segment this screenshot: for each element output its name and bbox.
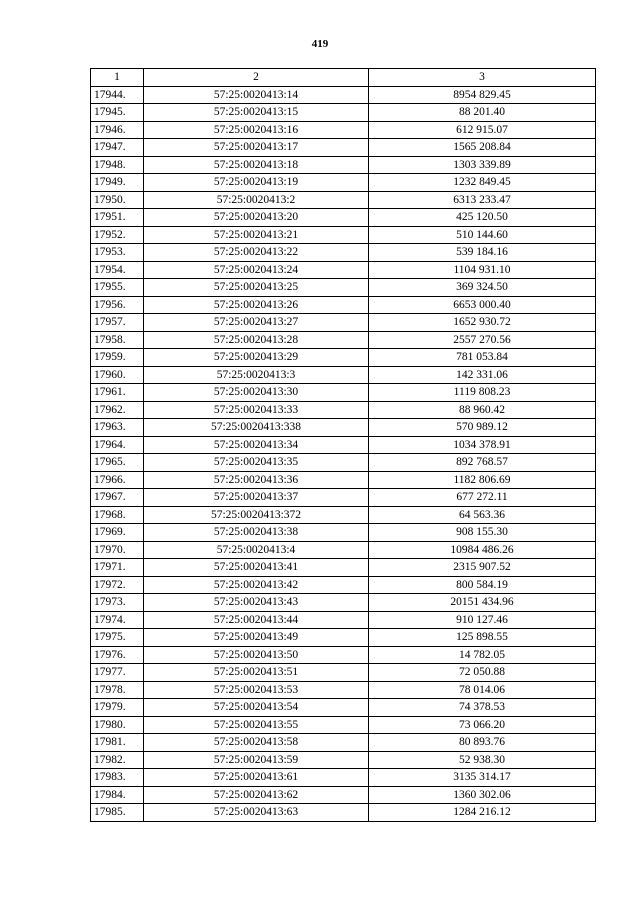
cadastral-number-cell: 57:25:0020413:3 (144, 366, 369, 384)
row-number-cell: 17978. (91, 681, 144, 699)
cadastral-number-cell: 57:25:0020413:16 (144, 121, 369, 139)
cadastral-value-cell: 6313 233.47 (369, 191, 596, 209)
row-number-cell: 17955. (91, 279, 144, 297)
table-row (91, 594, 596, 612)
cadastral-number-cell: 57:25:0020413:18 (144, 156, 369, 174)
cadastral-number-cell: 57:25:0020413:15 (144, 104, 369, 122)
table-row (91, 734, 596, 752)
row-number-cell: 17980. (91, 716, 144, 734)
table-row (91, 86, 596, 104)
table-row (91, 576, 596, 594)
row-number-cell: 17957. (91, 314, 144, 332)
table-row (91, 646, 596, 664)
cadastral-number-cell: 57:25:0020413:21 (144, 226, 369, 244)
row-number-cell: 17961. (91, 384, 144, 402)
column-header-2: 2 (144, 69, 369, 87)
cadastral-number-cell: 57:25:0020413:338 (144, 419, 369, 437)
cadastral-number-cell: 57:25:0020413:41 (144, 559, 369, 577)
table-row (91, 174, 596, 192)
table-row (91, 349, 596, 367)
table-body (91, 69, 596, 822)
row-number-cell: 17945. (91, 104, 144, 122)
table-row (91, 366, 596, 384)
table-row (91, 524, 596, 542)
table-row (91, 454, 596, 472)
table-row (91, 541, 596, 559)
cadastral-number-cell: 57:25:0020413:51 (144, 664, 369, 682)
cadastral-number-cell: 57:25:0020413:22 (144, 244, 369, 262)
cadastral-number-cell: 57:25:0020413:43 (144, 594, 369, 612)
table-row (91, 139, 596, 157)
cadastral-number-cell: 57:25:0020413:2 (144, 191, 369, 209)
cadastral-number-cell: 57:25:0020413:63 (144, 804, 369, 822)
table-row (91, 121, 596, 139)
cadastral-value-cell: 1034 378.91 (369, 436, 596, 454)
table-row (91, 786, 596, 804)
row-number-cell: 17952. (91, 226, 144, 244)
cadastral-value-cell: 88 960.42 (369, 401, 596, 419)
table-row (91, 384, 596, 402)
row-number-cell: 17963. (91, 419, 144, 437)
cadastral-value-cell: 1182 806.69 (369, 471, 596, 489)
cadastral-number-cell: 57:25:0020413:27 (144, 314, 369, 332)
cadastral-number-cell: 57:25:0020413:19 (144, 174, 369, 192)
row-number-cell: 17947. (91, 139, 144, 157)
cadastral-value-cell: 1565 208.84 (369, 139, 596, 157)
cadastral-value-cell: 74 378.53 (369, 699, 596, 717)
row-number-cell: 17953. (91, 244, 144, 262)
cadastral-value-cell: 125 898.55 (369, 629, 596, 647)
cadastral-number-cell: 57:25:0020413:54 (144, 699, 369, 717)
cadastral-value-cell: 2315 907.52 (369, 559, 596, 577)
table-row (91, 436, 596, 454)
cadastral-number-cell: 57:25:0020413:14 (144, 86, 369, 104)
row-number-cell: 17950. (91, 191, 144, 209)
table-row (91, 401, 596, 419)
cadastral-number-cell: 57:25:0020413:28 (144, 331, 369, 349)
table-row (91, 506, 596, 524)
row-number-cell: 17965. (91, 454, 144, 472)
row-number-cell: 17956. (91, 296, 144, 314)
row-number-cell: 17977. (91, 664, 144, 682)
table-row (91, 191, 596, 209)
cadastral-value-cell: 8954 829.45 (369, 86, 596, 104)
cadastral-value-cell: 781 053.84 (369, 349, 596, 367)
row-number-cell: 17974. (91, 611, 144, 629)
table-row (91, 226, 596, 244)
cadastral-value-cell: 800 584.19 (369, 576, 596, 594)
table-header-row (91, 69, 596, 87)
row-number-cell: 17984. (91, 786, 144, 804)
row-number-cell: 17985. (91, 804, 144, 822)
cadastral-number-cell: 57:25:0020413:33 (144, 401, 369, 419)
table-row (91, 156, 596, 174)
table-row (91, 489, 596, 507)
cadastral-value-cell: 1232 849.45 (369, 174, 596, 192)
cadastral-number-cell: 57:25:0020413:50 (144, 646, 369, 664)
table-row (91, 611, 596, 629)
row-number-cell: 17949. (91, 174, 144, 192)
cadastral-number-cell: 57:25:0020413:36 (144, 471, 369, 489)
table-row (91, 751, 596, 769)
cadastral-value-cell: 1303 339.89 (369, 156, 596, 174)
cadastral-value-cell: 910 127.46 (369, 611, 596, 629)
row-number-cell: 17981. (91, 734, 144, 752)
cadastral-value-cell: 612 915.07 (369, 121, 596, 139)
cadastral-number-cell: 57:25:0020413:34 (144, 436, 369, 454)
table-row (91, 419, 596, 437)
cadastral-number-cell: 57:25:0020413:25 (144, 279, 369, 297)
cadastral-value-cell: 80 893.76 (369, 734, 596, 752)
row-number-cell: 17982. (91, 751, 144, 769)
cadastral-value-cell: 570 989.12 (369, 419, 596, 437)
row-number-cell: 17951. (91, 209, 144, 227)
cadastral-number-cell: 57:25:0020413:38 (144, 524, 369, 542)
table-row (91, 716, 596, 734)
cadastral-number-cell: 57:25:0020413:44 (144, 611, 369, 629)
row-number-cell: 17960. (91, 366, 144, 384)
cadastral-number-cell: 57:25:0020413:372 (144, 506, 369, 524)
row-number-cell: 17948. (91, 156, 144, 174)
table-row (91, 681, 596, 699)
cadastral-number-cell: 57:25:0020413:62 (144, 786, 369, 804)
table-row (91, 209, 596, 227)
cadastral-number-cell: 57:25:0020413:49 (144, 629, 369, 647)
table-row (91, 699, 596, 717)
cadastral-value-cell: 20151 434.96 (369, 594, 596, 612)
row-number-cell: 17958. (91, 331, 144, 349)
row-number-cell: 17972. (91, 576, 144, 594)
row-number-cell: 17954. (91, 261, 144, 279)
row-number-cell: 17966. (91, 471, 144, 489)
cadastral-number-cell: 57:25:0020413:17 (144, 139, 369, 157)
table-row (91, 296, 596, 314)
cadastral-number-cell: 57:25:0020413:59 (144, 751, 369, 769)
cadastral-value-cell: 73 066.20 (369, 716, 596, 734)
cadastral-value-cell: 1284 216.12 (369, 804, 596, 822)
row-number-cell: 17971. (91, 559, 144, 577)
cadastral-value-cell: 2557 270.56 (369, 331, 596, 349)
cadastral-value-cell: 72 050.88 (369, 664, 596, 682)
column-header-1: 1 (91, 69, 144, 87)
row-number-cell: 17979. (91, 699, 144, 717)
row-number-cell: 17962. (91, 401, 144, 419)
cadastral-value-cell: 539 184.16 (369, 244, 596, 262)
row-number-cell: 17969. (91, 524, 144, 542)
table-row (91, 559, 596, 577)
row-number-cell: 17959. (91, 349, 144, 367)
row-number-cell: 17944. (91, 86, 144, 104)
row-number-cell: 17968. (91, 506, 144, 524)
cadastral-number-cell: 57:25:0020413:20 (144, 209, 369, 227)
row-number-cell: 17975. (91, 629, 144, 647)
table-row (91, 629, 596, 647)
cadastral-number-cell: 57:25:0020413:29 (144, 349, 369, 367)
cadastral-number-cell: 57:25:0020413:24 (144, 261, 369, 279)
page-number: 419 (311, 38, 329, 50)
cadastral-number-cell: 57:25:0020413:4 (144, 541, 369, 559)
cadastral-value-cell: 1652 930.72 (369, 314, 596, 332)
cadastral-value-cell: 908 155.30 (369, 524, 596, 542)
table-row (91, 804, 596, 822)
row-number-cell: 17973. (91, 594, 144, 612)
cadastral-value-cell: 78 014.06 (369, 681, 596, 699)
cadastral-value-cell: 142 331.06 (369, 366, 596, 384)
row-number-cell: 17946. (91, 121, 144, 139)
table-row (91, 261, 596, 279)
cadastral-value-cell: 10984 486.26 (369, 541, 596, 559)
cadastral-number-cell: 57:25:0020413:42 (144, 576, 369, 594)
cadastral-number-cell: 57:25:0020413:53 (144, 681, 369, 699)
cadastral-number-cell: 57:25:0020413:55 (144, 716, 369, 734)
row-number-cell: 17983. (91, 769, 144, 787)
cadastral-value-cell: 369 324.50 (369, 279, 596, 297)
table-row (91, 279, 596, 297)
cadastral-value-cell: 1360 302.06 (369, 786, 596, 804)
table-row (91, 769, 596, 787)
cadastral-value-cell: 3135 314.17 (369, 769, 596, 787)
cadastral-value-table (90, 68, 596, 822)
cadastral-number-cell: 57:25:0020413:58 (144, 734, 369, 752)
cadastral-value-cell: 64 563.36 (369, 506, 596, 524)
cadastral-number-cell: 57:25:0020413:30 (144, 384, 369, 402)
cadastral-number-cell: 57:25:0020413:26 (144, 296, 369, 314)
row-number-cell: 17967. (91, 489, 144, 507)
cadastral-value-cell: 425 120.50 (369, 209, 596, 227)
row-number-cell: 17970. (91, 541, 144, 559)
cadastral-value-cell: 6653 000.40 (369, 296, 596, 314)
cadastral-value-cell: 510 144.60 (369, 226, 596, 244)
cadastral-value-cell: 14 782.05 (369, 646, 596, 664)
cadastral-value-cell: 1119 808.23 (369, 384, 596, 402)
cadastral-number-cell: 57:25:0020413:37 (144, 489, 369, 507)
cadastral-value-cell: 1104 931.10 (369, 261, 596, 279)
row-number-cell: 17964. (91, 436, 144, 454)
cadastral-value-cell: 892 768.57 (369, 454, 596, 472)
column-header-3: 3 (369, 69, 596, 87)
cadastral-number-cell: 57:25:0020413:61 (144, 769, 369, 787)
table-row (91, 471, 596, 489)
table-row (91, 244, 596, 262)
table-row (91, 664, 596, 682)
row-number-cell: 17976. (91, 646, 144, 664)
cadastral-number-cell: 57:25:0020413:35 (144, 454, 369, 472)
cadastral-value-cell: 88 201.40 (369, 104, 596, 122)
table-row (91, 331, 596, 349)
table-row (91, 104, 596, 122)
cadastral-value-cell: 52 938.30 (369, 751, 596, 769)
cadastral-value-cell: 677 272.11 (369, 489, 596, 507)
table-row (91, 314, 596, 332)
